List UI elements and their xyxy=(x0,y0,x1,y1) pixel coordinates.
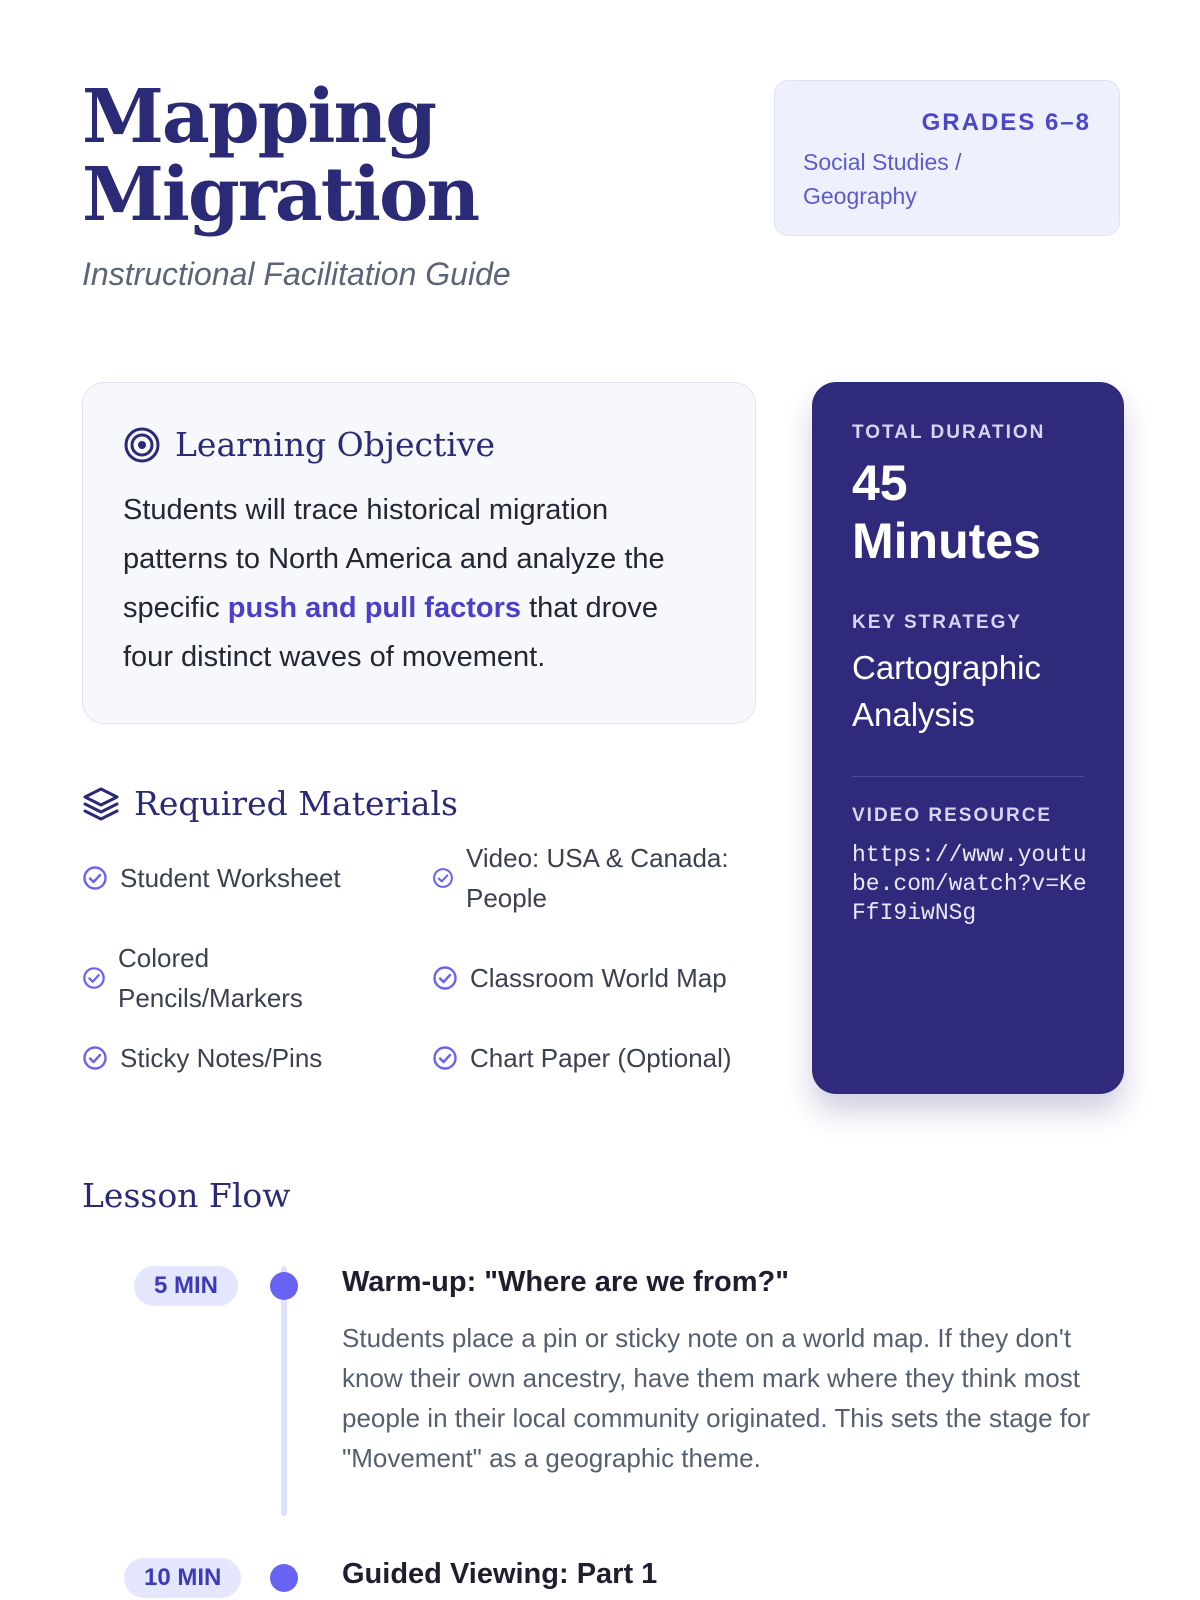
grade-card xyxy=(774,80,1120,236)
step-title: Guided Viewing: Part 1 xyxy=(342,1558,658,1590)
timeline-dot xyxy=(270,1564,298,1592)
page-subtitle: Instructional Facilitation Guide xyxy=(82,256,511,292)
materials-heading xyxy=(82,784,762,823)
material-label: Video: USA & Canada: People xyxy=(466,843,729,913)
grade-level: GRADES 6–8 xyxy=(921,109,1091,136)
material-label: Student Worksheet xyxy=(120,863,341,893)
objective-text-start: Students will trace historical migration patterns to North America and analyze the specific xyxy=(123,494,665,624)
check-circle-icon xyxy=(432,965,458,991)
timeline-line xyxy=(281,1266,287,1516)
step-time-badge: 5 MIN xyxy=(134,1266,238,1306)
lesson-summary-card xyxy=(812,382,1124,1094)
materials-heading-label: Required Materials xyxy=(134,784,458,823)
duration-label: TOTAL DURATION xyxy=(852,422,1046,443)
check-circle-icon xyxy=(82,966,106,990)
strategy-label: KEY STRATEGY xyxy=(852,612,1023,633)
objective-text xyxy=(123,486,715,682)
video-url-link[interactable]: https://www.youtube.com/watch?v=KeFfI9iwNSg xyxy=(852,842,1087,926)
material-item xyxy=(432,958,772,998)
material-item xyxy=(432,838,772,918)
page-title xyxy=(82,74,479,238)
material-label: Colored Pencils/Markers xyxy=(118,943,303,1013)
layers-icon xyxy=(82,785,120,823)
timeline-dot xyxy=(270,1272,298,1300)
check-circle-icon xyxy=(432,867,454,889)
objective-text-end: that drove four distinct waves of movement. xyxy=(123,592,659,673)
subject-label: Social Studies / Geography xyxy=(803,149,962,209)
material-label: Classroom World Map xyxy=(470,963,727,993)
required-materials-section xyxy=(82,784,762,1073)
summary-divider xyxy=(852,776,1084,777)
duration-value: 45 Minutes xyxy=(852,455,1041,569)
step-description: Students place a pin or sticky note on a world map. If they don't know their own ancestry, have them mark where they think most people in their local community originated. This sets the stage for "Movement" as a geographic theme. xyxy=(342,1323,1091,1473)
title-line-1: Mapping xyxy=(82,74,436,160)
material-label: Chart Paper (Optional) xyxy=(470,1043,732,1073)
title-line-2: Migration xyxy=(82,152,479,238)
video-label: VIDEO RESOURCE xyxy=(852,805,1053,826)
objective-heading-label: Learning Objective xyxy=(175,425,495,464)
check-circle-icon xyxy=(432,1045,458,1071)
check-circle-icon xyxy=(82,1045,108,1071)
material-label: Sticky Notes/Pins xyxy=(120,1043,323,1073)
strategy-value: Cartographic Analysis xyxy=(852,649,1041,733)
material-item xyxy=(82,858,412,898)
step-title: Warm-up: "Where are we from?" xyxy=(342,1266,789,1298)
material-item xyxy=(82,938,412,1018)
lesson-flow-heading: Lesson Flow xyxy=(82,1176,291,1215)
learning-objective-card xyxy=(82,382,756,724)
objective-heading xyxy=(123,425,715,464)
material-item xyxy=(82,1038,412,1078)
check-circle-icon xyxy=(82,865,108,891)
target-icon xyxy=(123,426,161,464)
material-item xyxy=(432,1038,772,1078)
objective-highlight: push and pull factors xyxy=(227,592,522,624)
step-time-badge: 10 MIN xyxy=(124,1558,241,1598)
